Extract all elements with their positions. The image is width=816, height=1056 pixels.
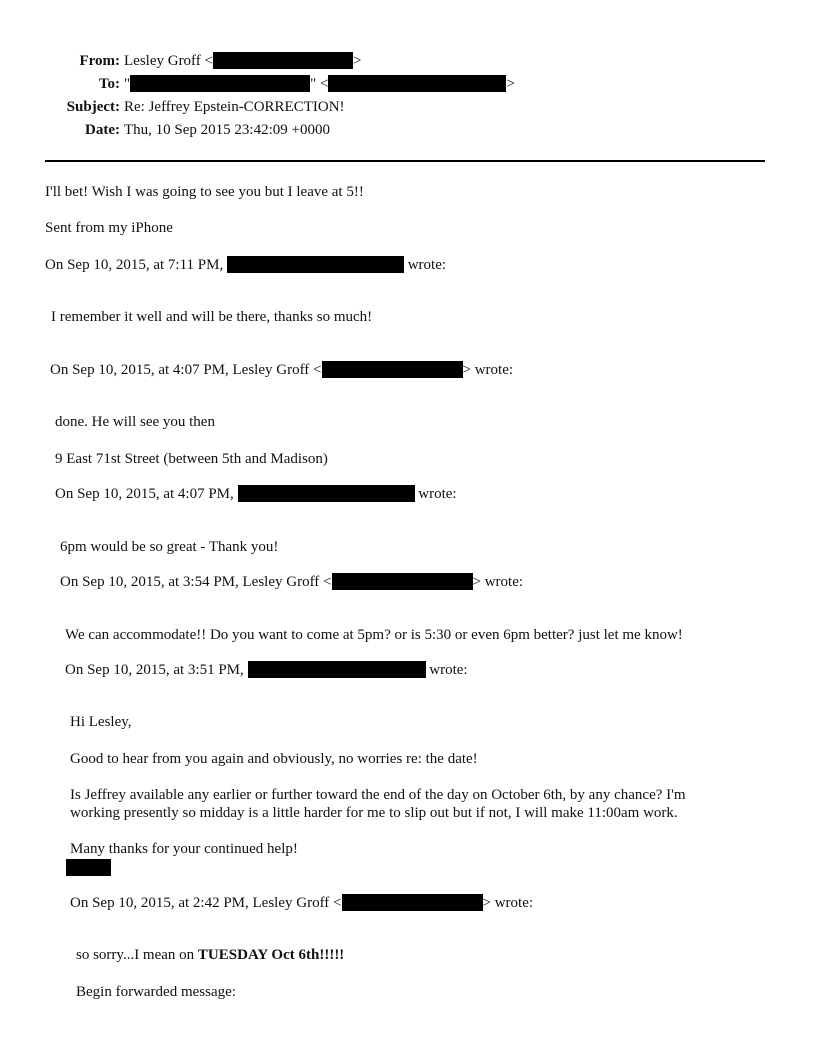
- signature-line: Sent from my iPhone: [45, 220, 173, 236]
- quote-header: [50, 361, 513, 379]
- redaction-bar: [227, 256, 404, 273]
- body-line: I remember it well and will be there, thanks so much!: [51, 309, 373, 325]
- date-label: Date:: [85, 122, 120, 138]
- subject-value: Re: Jeffrey Epstein-CORRECTION!: [124, 99, 345, 115]
- redaction-bar: [342, 894, 483, 911]
- from-label: From:: [79, 53, 120, 69]
- body-line-text: so sorry...I mean on: [76, 947, 198, 963]
- body-line: [76, 946, 344, 964]
- quote-header-suffix: > wrote:: [472, 574, 524, 590]
- forward-marker: Begin forwarded message:: [76, 984, 236, 1000]
- body-line: Good to hear from you again and obviously, no worries re: the date!: [70, 751, 478, 767]
- from-name: Lesley Groff <: [124, 53, 213, 69]
- body-line: 6pm would be so great - Thank you!: [60, 539, 279, 555]
- quote-header-suffix: wrote:: [414, 486, 457, 502]
- to-label: To:: [98, 76, 120, 92]
- header-divider: [45, 160, 765, 162]
- quote-header-text: On Sep 10, 2015, at 2:42 PM, Lesley Groff <: [70, 895, 342, 911]
- emphasized-date: TUESDAY Oct 6th!!!!!: [197, 947, 345, 963]
- redaction-bar: [213, 52, 353, 69]
- from-close: >: [353, 53, 362, 69]
- subject-label: Subject:: [66, 99, 120, 115]
- body-line: Is Jeffrey available any earlier or further toward the end of the day on October 6th, by any chance? I'm: [70, 787, 686, 803]
- redaction-bar: [328, 75, 506, 92]
- to-close: >: [506, 76, 515, 92]
- body-line: We can accommodate!! Do you want to come at 5pm? or is 5:30 or even 6pm better? just let me know!: [65, 627, 683, 643]
- redaction-bar: [238, 485, 415, 502]
- quote-header: [70, 894, 533, 912]
- body-line: Many thanks for your continued help!: [70, 841, 298, 857]
- redaction-bar: [130, 75, 310, 92]
- date-value: Thu, 10 Sep 2015 23:42:09 +0000: [124, 122, 330, 138]
- address-line: 9 East 71st Street (between 5th and Madison): [55, 451, 328, 467]
- body-line: I'll bet! Wish I was going to see you but I leave at 5!!: [45, 184, 364, 200]
- redaction-bar: [248, 661, 426, 678]
- quote-header-suffix: > wrote:: [482, 895, 534, 911]
- quote-header: [60, 573, 523, 591]
- quote-header: [55, 485, 457, 503]
- quote-header-suffix: wrote:: [425, 662, 468, 678]
- quote-header: [65, 661, 468, 679]
- quote-header-suffix: wrote:: [403, 257, 447, 273]
- quote-header-text: On Sep 10, 2015, at 3:51 PM,: [65, 662, 248, 678]
- redaction-bar: [66, 859, 111, 876]
- quote-header-text: On Sep 10, 2015, at 4:07 PM, Lesley Groff <: [50, 362, 322, 378]
- quote-header-text: On Sep 10, 2015, at 7:11 PM,: [45, 257, 227, 273]
- quote-header-suffix: > wrote:: [462, 362, 514, 378]
- body-line: working presently so midday is a little harder for me to slip out but if not, I will make 11:00am work.: [70, 805, 678, 821]
- quote-header: [45, 256, 446, 274]
- quote-header-text: On Sep 10, 2015, at 4:07 PM,: [55, 486, 238, 502]
- greeting-line: Hi Lesley,: [70, 714, 132, 730]
- redaction-bar: [332, 573, 473, 590]
- redaction-bar: [322, 361, 463, 378]
- to-mid: " <: [310, 76, 329, 92]
- to-open-quote: ": [124, 76, 131, 92]
- quote-header-text: On Sep 10, 2015, at 3:54 PM, Lesley Groff <: [60, 574, 332, 590]
- body-line: done. He will see you then: [55, 414, 215, 430]
